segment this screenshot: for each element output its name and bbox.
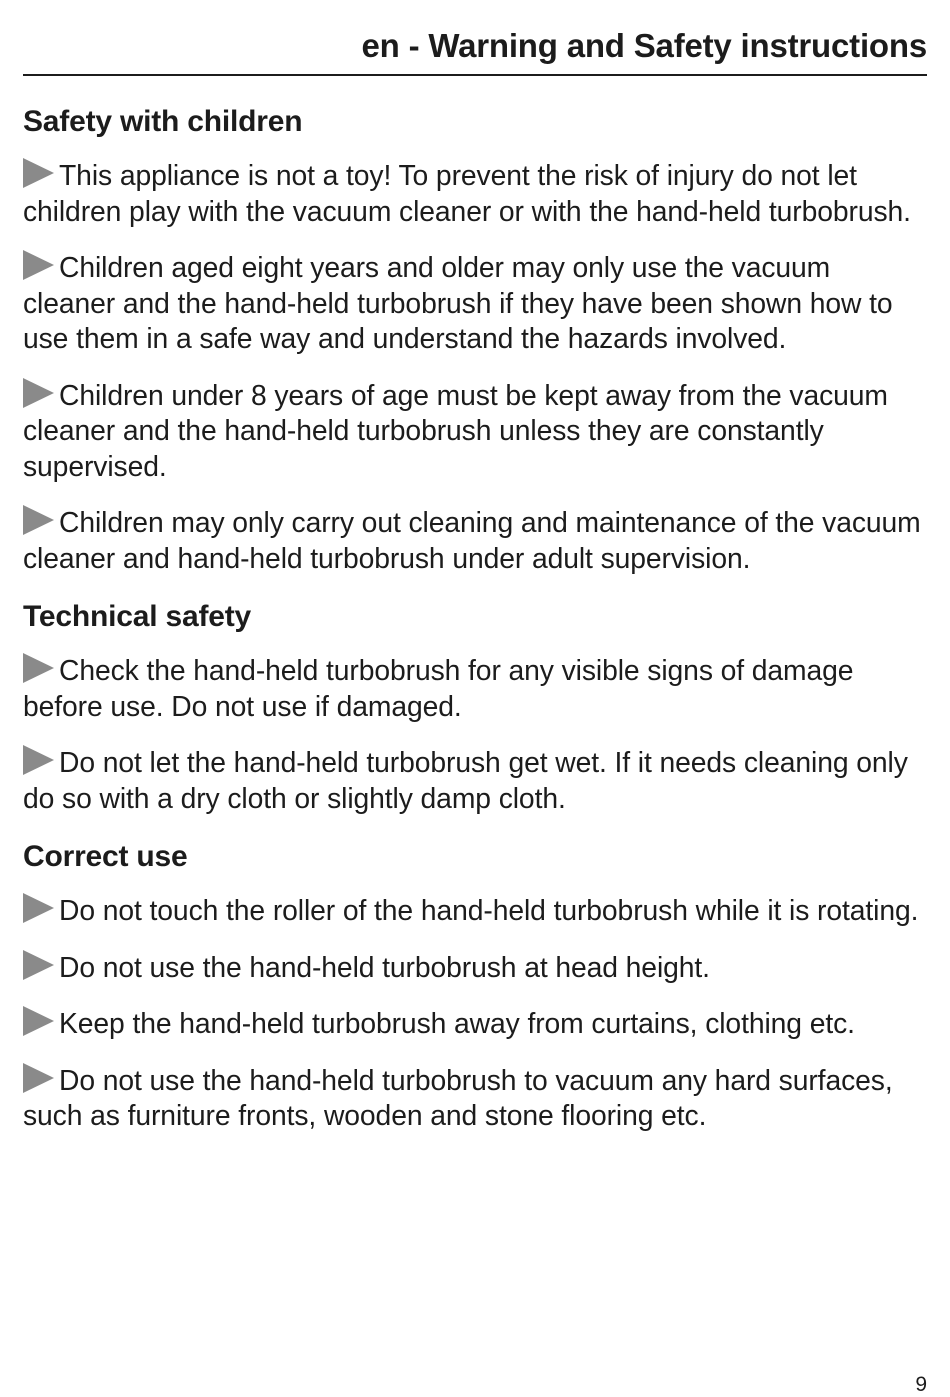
list-item <box>23 893 923 929</box>
triangle-bullet-icon <box>23 158 54 188</box>
list-item <box>23 745 923 816</box>
triangle-bullet-icon <box>23 378 54 408</box>
header-divider <box>23 74 927 76</box>
list-item <box>23 250 923 357</box>
list-item <box>23 378 923 485</box>
item-text: This appliance is not a toy! To prevent the risk of injury do not let children play with the vacuum cleaner or with the hand-held turbobrush. <box>23 159 911 227</box>
triangle-bullet-icon <box>23 1063 54 1093</box>
triangle-bullet-icon <box>23 950 54 980</box>
triangle-bullet-icon <box>23 893 54 923</box>
item-text: Do not let the hand-held turbobrush get wet. If it needs cleaning only do so with a dry cloth or slightly damp cloth. <box>23 746 908 814</box>
page-number: 9 <box>915 1373 927 1396</box>
section-title: Technical safety <box>23 600 252 633</box>
triangle-bullet-icon <box>23 1006 54 1036</box>
item-text: Children under 8 years of age must be kept away from the vacuum cleaner and the hand-held turbobrush unless they are constantly supervised. <box>23 378 888 482</box>
section-correct-use <box>23 837 923 1134</box>
section-technical-safety <box>23 597 923 816</box>
list-item <box>23 505 923 576</box>
triangle-bullet-icon <box>23 653 54 683</box>
item-text: Check the hand-held turbobrush for any visible signs of damage before use. Do not use if damaged. <box>23 654 854 722</box>
list-item <box>23 1063 923 1134</box>
page-header-title: en - Warning and Safety instructions <box>361 27 927 64</box>
list-item <box>23 158 923 229</box>
item-text: Do not use the hand-held turbobrush to vacuum any hard surfaces, such as furniture fronts, wooden and stone flooring etc. <box>23 1063 893 1131</box>
document-body <box>23 102 923 1155</box>
triangle-bullet-icon <box>23 250 54 280</box>
section-title: Correct use <box>23 840 188 873</box>
item-text: Do not use the hand-held turbobrush at head height. <box>59 950 710 983</box>
section-title: Safety with children <box>23 105 303 138</box>
item-text: Children aged eight years and older may only use the vacuum cleaner and the hand-held turbobrush if they have been shown how to use them in a safe way and understand the hazards involved. <box>23 251 893 354</box>
list-item <box>23 653 923 724</box>
item-text: Do not touch the roller of the hand-held turbobrush while it is rotating. <box>59 894 919 926</box>
list-item <box>23 950 923 986</box>
item-text: Children may only carry out cleaning and maintenance of the vacuum cleaner and hand-held turbobrush under adult supervision. <box>23 506 921 574</box>
list-item <box>23 1006 923 1042</box>
section-safety-with-children <box>23 102 923 576</box>
item-text: Keep the hand-held turbobrush away from curtains, clothing etc. <box>59 1007 855 1039</box>
triangle-bullet-icon <box>23 505 54 535</box>
triangle-bullet-icon <box>23 745 54 775</box>
